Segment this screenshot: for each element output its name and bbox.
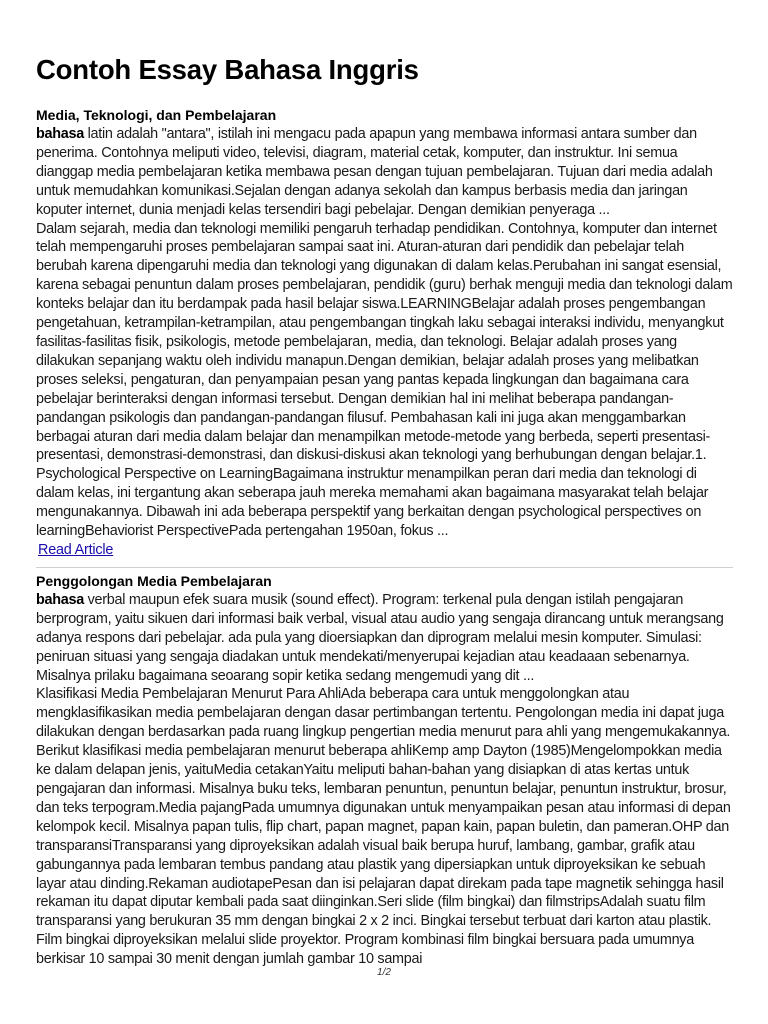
article-heading: Penggolongan Media Pembelajaran	[36, 572, 272, 589]
article-body: Dalam sejarah, media dan teknologi memiliki pengaruh terhadap pendidikan. Contohnya, komputer dan internet telah mempengaruhi proses pembelajaran sampai saat ini. Aturan-aturan dari pendidik dan pebelajar telah berubah karena dipengaruhi media dan teknologi yang digunakan di dalam kelas.Perubahan ini sangat esensial, karena sebagai penuntun dalam proses pembelajaran, pendidik (guru) berhak menguji media dan teknologi dalam konteks belajar dan itu berdampak pada hasil belajar siswa.LEARNINGBelajar adalah proses pengembangan pengetahuan, ketrampilan-ketrampilan, atau pengembangan tingkah laku sebagai interaksi individu, menyangkut fasilitas-fasilitas fisik, psikologis, metode pembelajaran, media, dan teknologi. Belajar adalah proses yang dilakukan sepanjang waktu oleh individu manapun.Dengan demikian, belajar adalah proses yang melibatkan proses seleksi, pengaturan, dan penyampaian pesan yang pantas kepada lingkungan dan bagaimana cara pebelajar berinteraksi dengan informasi tersebut. Dengan demikian hal ini melihat beberapa pandangan-pandangan psikologis dan pandangan-pandangan filusuf. Pembahasan kali ini juga akan menggambarkan berbagai aturan dari media dalam belajar dan menampilkan metode-metode yang berbeda, seperti presentasi-presentasi, demonstrasi-demonstrasi, dan diskusi-diskusi akan teknologi yang berhubungan dengan belajar.1. Psychological Perspective on LearningBagaimana instruktur menampilkan peran dari media dan teknologi di dalam kelas, ini tergantung akan seberapa jauh mereka memahami akan bagaimana masyarakat telah belajar mengunakannya. Dibawah ini ada beberapa perspektif yang berkaitan dengan psychological perspectives on learningBehaviorist PerspectivePada pertengahan 1950an, fokus ...	[36, 220, 733, 540]
article-body: Klasifikasi Media Pembelajaran Menurut Para AhliAda beberapa cara untuk menggolongkan atau mengklasifikasikan media pembelajaran dengan dasar pertimbangan tertentu. Pengolongan media ini dapat juga dilakukan dengan berdasarkan pada ruang lingkup pengertian media menurut para ahli yang mengemukakannya. Berikut klasifikasi media pembelajaran menurut beberapa ahliKemp amp Dayton (1985)Mengelompokkan media ke dalam delapan jenis, yaituMedia cetakanYaitu meliputi bahan-bahan yang disiapkan di atas kertas untuk pengajaran dan informasi. Misalnya buku teks, lembaran penuntun, penuntun belajar, penuntun instruktur, brosur, dan teks terpogram.Media pajangPada umumnya digunakan untuk menyampaikan pesan atau informasi di depan kelompok kecil. Misalnya papan tulis, flip chart, papan magnet, papan kain, papan buletin, dan pameran.OHP dan transparansiTransparansi yang diproyeksikan adalah visual baik berupa huruf, lambang, gambar, grafik atau gabungannya pada lembaran tembus pandang atau plastik yang dipersiapkan untuk diproyeksikan ke sebuah layar atau dinding.Rekaman audiotapePesan dan isi pelajaran dapat direkam pada tape magnetik sehingga hasil rekaman itu dapat diputar kembali pada saat diinginkan.Seri slide (film bingkai) dan filmstripsAdalah suatu film transparansi yang berukuran 35 mm dengan bingkai 2 x 2 inci. Bingkai tersebut terbuat dari karton atau plastik. Film bingkai diproyeksikan melalui slide proyektor. Program kombinasi film bingkai bersuara pada umumnya berkisar 10 sampai 30 menit dengan jumlah gambar 10 sampai	[36, 686, 731, 968]
highlighted-keyword: bahasa	[36, 126, 84, 142]
snippet-text: verbal maupun efek suara musik (sound effect). Program: terkenal pula dengan istilah pengajaran berprogram, yaitu sikuen dari informasi baik verbal, visual atau audio yang sengaja dirancang untuk merangsang adanya respons dari pebelajar. ada pula yang dioersiapkan dan diprogram melalui mesin komputer. Simulasi: peniruan situasi yang sengaja diadakan untuk mendekati/menyerupai kejadian atau keadaaan sebenarnya. Misalnya prilaku bagaimana seoarang sopir ketika sedang mengemudi yang dit ...	[36, 591, 724, 684]
article-snippet	[36, 125, 736, 220]
document-title: Contoh Essay Bahasa Inggris	[36, 54, 419, 85]
article-heading: Media, Teknologi, dan Pembelajaran	[36, 107, 277, 123]
highlighted-keyword: bahasa	[36, 591, 84, 608]
article-media-teknologi	[36, 106, 736, 559]
article-penggolongan-media	[36, 572, 736, 969]
snippet-text: latin adalah "antara", istilah ini mengacu pada apapun yang membawa informasi antara sumber dan penerima. Contohnya meliputi video, televisi, diagram, material cetak, komputer, dan instruktur. Ini semua dianggap media pembelajaran ketika membawa pesan dengan tujuan pembelajaran. Tujuan dari media adalah untuk memudahkan komunikasi.Sejalan dengan adanya sekolah dan kampus berbasis media dan jaringan koputer internet, dunia menjadi kelas tersendiri bagi pebelajar. Dengan demikian penyeraga ...	[36, 126, 713, 218]
page-number: 1/2	[377, 967, 391, 978]
document-page	[36, 50, 736, 969]
article-snippet	[36, 591, 736, 686]
article-divider	[36, 567, 733, 568]
read-article-link[interactable]: Read Article	[38, 541, 114, 558]
